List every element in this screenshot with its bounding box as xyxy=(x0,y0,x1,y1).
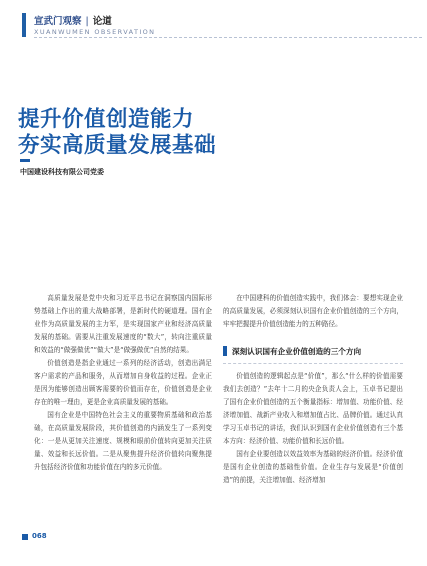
header-divider xyxy=(34,37,422,38)
page-number: 068 xyxy=(32,532,47,540)
page-header xyxy=(22,9,422,39)
subheading-accent-bar xyxy=(223,346,227,356)
subheading-divider xyxy=(223,363,403,364)
section-name: 宣武门观察 xyxy=(34,16,82,27)
body-paragraph: 价值创造的逻辑起点是“价值”，那么“什么样的价值需要我们去创造？”去年十二月的央企负责人会上，玉卓书记提出了国有企业价值创造的五个衡量指标：增加值、功能价值、经济增加值、战新产业收入和增加值占比、品牌价值。通过认真学习玉卓书记的讲话，我们认识到国有企业价值创造有三个基本方向：经济价值、功能价值和长远价值。 xyxy=(223,372,403,445)
subheading-text: 深刻认识国有企业价值创造的三个方向 xyxy=(232,347,362,356)
body-paragraph: 国有企业是中国特色社会主义的重要物质基础和政治基础，在高质量发展阶段，其价值创造的内涵发生了一系列变化：一是从更加关注速度、规模和眼前价值转向更加关注质量、效益和长远价值。二是从聚焦提升经济价值转向聚焦提升包括经济价值和功能价值在内的多元价值。 xyxy=(34,411,212,471)
right-column xyxy=(223,292,403,487)
body-paragraph: 在中国建科的价值创造实践中，我们体会：要想实现企业的高质量发展，必须深刻认识国有企业价值创造的三个方向，牢牢把握提升价值创造能力的五种路径。 xyxy=(223,294,403,328)
author-accent-bar xyxy=(20,159,30,162)
header-accent-bar xyxy=(22,13,26,37)
body-paragraph: 高质量发展是党中央和习近平总书记在洞察国内国际形势基础上作出的重大战略部署，是新时代的硬道理。国有企业作为高质量发展的主力军，是实现国家产业和经济高质量发展的基础。需要从注重发展速度的“数大”，转向注重质量和效益的“做强做优”“做大”是“做强做优”自然的结果。 xyxy=(34,294,212,354)
article-title-line1: 提升价值创造能力 xyxy=(18,107,195,132)
header-section-line xyxy=(34,13,112,27)
column-name: 论道 xyxy=(92,16,112,27)
article-title-line2: 夯实高质量发展基础 xyxy=(18,133,217,158)
section-subheading xyxy=(223,345,403,358)
header-subtitle: XUANWUMEN OBSERVATION xyxy=(34,28,156,36)
left-column xyxy=(34,292,212,474)
article-author: 中国建设科技有限公司党委 xyxy=(20,168,104,176)
body-paragraph: 价值创造是指企业通过一系列的经济活动，创造出满足客户需求的产品和服务，从而增加自身收益的过程。企业正是因为能够创造出顾客需要的价值而存在，价值创造是企业存在的唯一理由，更是企业高质量发展的基础。 xyxy=(34,359,212,406)
page-number-marker xyxy=(22,534,28,540)
body-paragraph: 国有企业要创造以效益效率为基础的经济价值。经济价值是国有企业创造的基础性价值。企业生存与发展是“价值创造”的前提，关注增加值、经济增加 xyxy=(223,450,403,484)
header-separator: | xyxy=(85,16,89,27)
